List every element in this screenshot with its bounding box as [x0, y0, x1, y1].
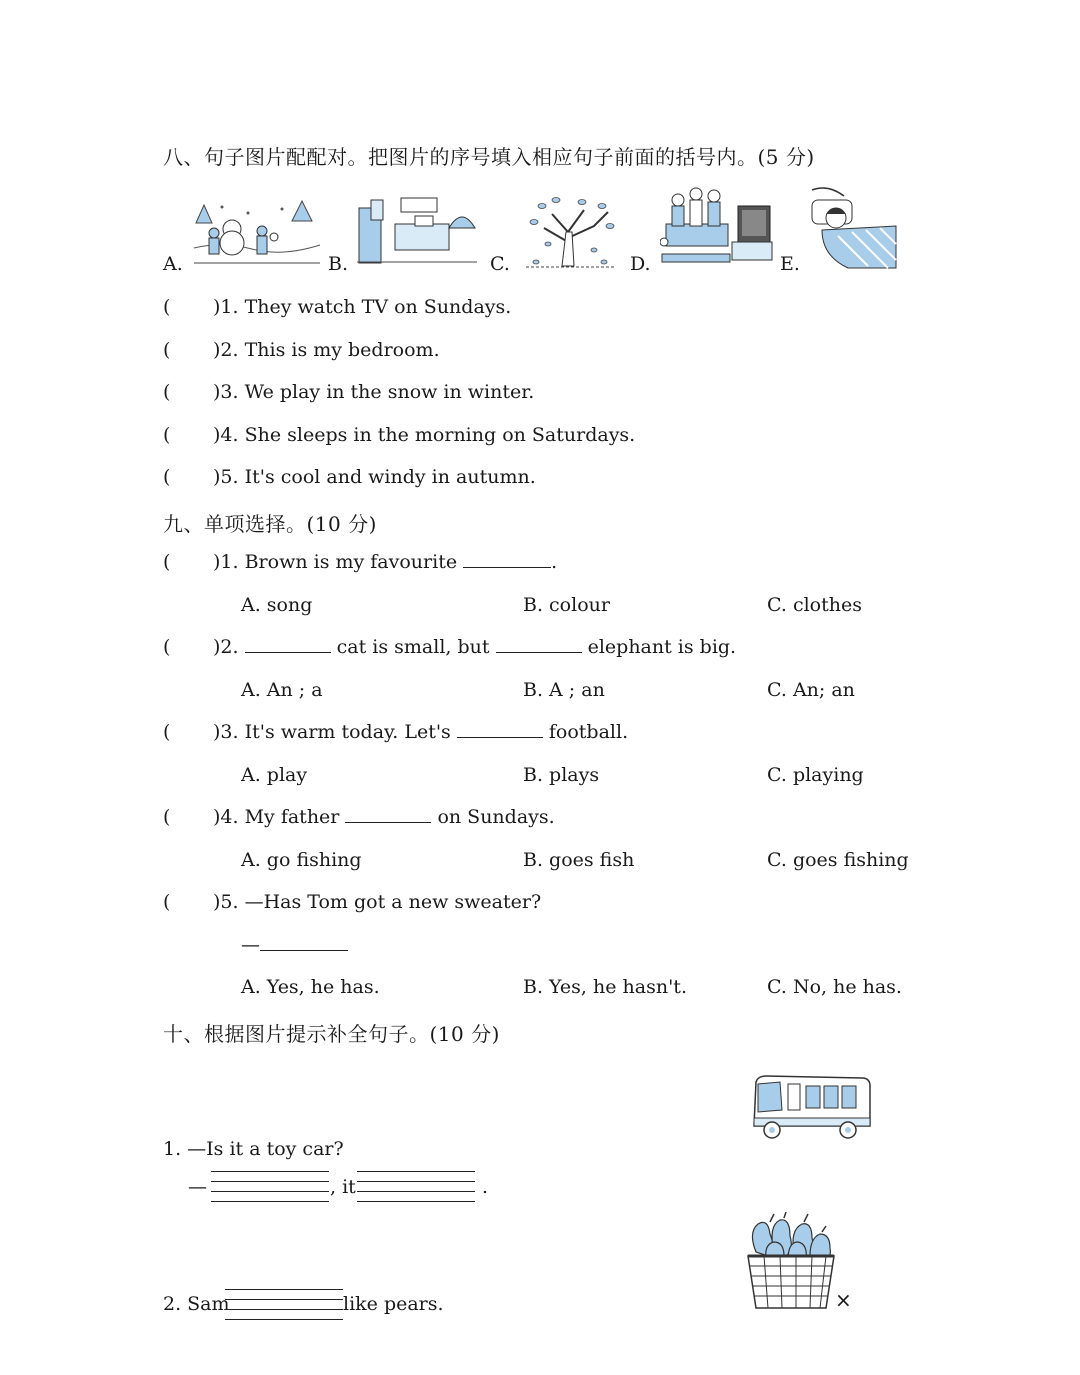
s9-q4-option-c: C. goes fishing [767, 849, 909, 871]
s10-question-2-post: like pears. [343, 1293, 444, 1315]
s10-question-2-pre: 2. Sam [163, 1293, 230, 1315]
s9-question-4: ( )4. My father on Sundays. [163, 806, 555, 828]
s10-q2-writing-line[interactable] [225, 1280, 343, 1320]
s9-q4-option-b: B. goes fish [523, 849, 635, 871]
s10-question-1: 1. —Is it a toy car? [163, 1138, 344, 1160]
s10-q1-period: . [482, 1176, 489, 1198]
section-9-title: 九、单项选择。(10 分) [163, 512, 377, 536]
answer-blank[interactable] [245, 636, 331, 653]
answer-blank[interactable] [345, 806, 431, 823]
s8-item-1: ( )1. They watch TV on Sundays. [163, 296, 512, 318]
s10-q1-dash: — [188, 1176, 207, 1198]
label-d: D. [630, 253, 651, 275]
s9-q3-option-a: A. play [241, 764, 308, 786]
answer-blank[interactable] [496, 636, 582, 653]
answer-blank[interactable] [457, 721, 543, 738]
s9-q1-option-c: C. clothes [767, 594, 862, 616]
cross-mark: × [835, 1288, 852, 1312]
s9-q5-option-c: C. No, he has. [767, 976, 902, 998]
s9-question-3: ( )3. It's warm today. Let's football. [163, 721, 629, 743]
label-b: B. [328, 253, 349, 275]
bus-picture [750, 1074, 874, 1142]
label-e: E. [780, 253, 800, 275]
s8-item-2: ( )2. This is my bedroom. [163, 339, 440, 361]
s9-q2-option-b: B. A ; an [523, 679, 605, 701]
pear-basket-picture [744, 1212, 838, 1312]
answer-blank[interactable] [463, 551, 551, 568]
s9-q3-option-b: B. plays [523, 764, 600, 786]
label-a: A. [163, 253, 183, 275]
snow-scene-picture [192, 193, 322, 271]
s9-q5-option-b: B. Yes, he hasn't. [523, 976, 687, 998]
label-c: C. [490, 253, 510, 275]
s9-q5-answer-line: — [241, 934, 348, 956]
s9-q2-option-c: C. An; an [767, 679, 855, 701]
section-8-title: 八、句子图片配配对。把图片的序号填入相应句子前面的括号内。(5 分) [163, 145, 815, 169]
s9-q2-option-a: A. An ; a [241, 679, 323, 701]
s9-q3-option-c: C. playing [767, 764, 864, 786]
s9-q1-option-a: A. song [241, 594, 313, 616]
s8-item-5: ( )5. It's cool and windy in autumn. [163, 466, 536, 488]
s9-q5-option-a: A. Yes, he has. [241, 976, 380, 998]
s8-item-3: ( )3. We play in the snow in winter. [163, 381, 535, 403]
s10-q1-comma-it: , it [330, 1176, 356, 1198]
section-10-title: 十、根据图片提示补全句子。(10 分) [163, 1022, 500, 1046]
sleeping-girl-picture [808, 186, 898, 270]
s9-q4-option-a: A. go fishing [241, 849, 362, 871]
answer-blank[interactable] [260, 934, 348, 951]
bedroom-picture [357, 196, 477, 266]
s10-q1-writing-line-1[interactable] [211, 1162, 329, 1202]
s9-q1-option-b: B. colour [523, 594, 610, 616]
s8-item-4: ( )4. She sleeps in the morning on Saturdays. [163, 424, 636, 446]
s9-question-5: ( )5. —Has Tom got a new sweater? [163, 891, 542, 913]
autumn-tree-picture [522, 192, 618, 270]
family-tv-picture [660, 184, 774, 268]
s10-q1-writing-line-2[interactable] [357, 1162, 475, 1202]
s9-question-2: ( )2. cat is small, but elephant is big. [163, 636, 737, 658]
s9-question-1: ( )1. Brown is my favourite . [163, 551, 558, 573]
